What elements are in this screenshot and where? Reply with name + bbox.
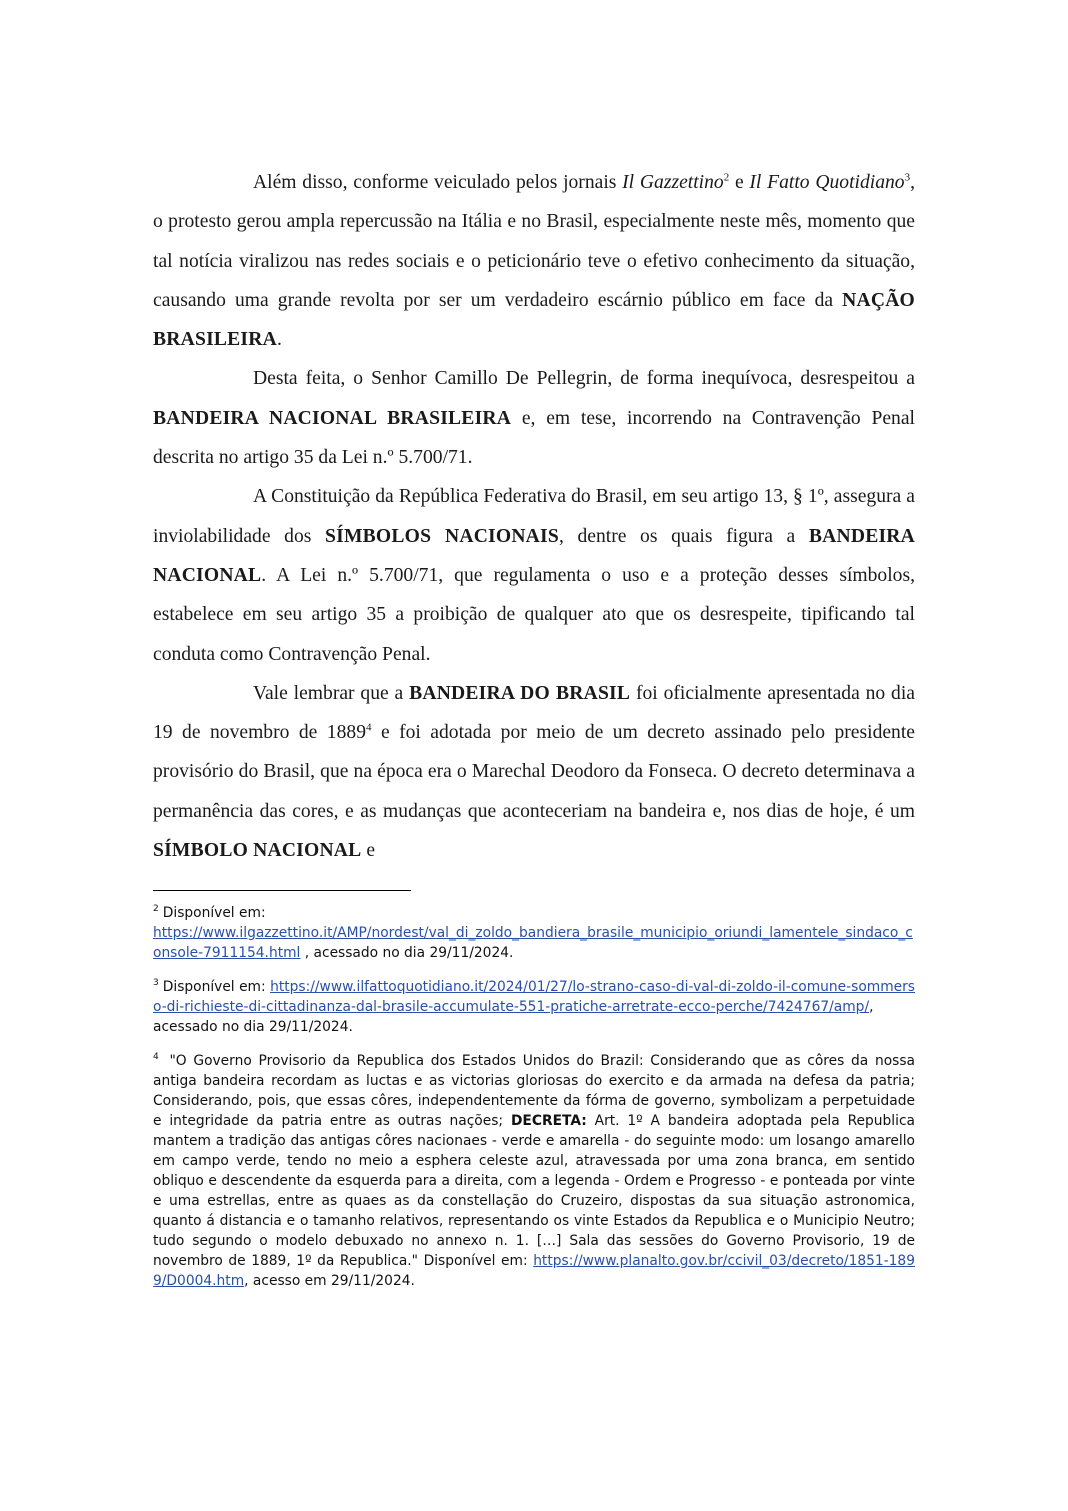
p4-text-4: e [361, 840, 376, 862]
p1-text-2: e [729, 172, 750, 193]
footnote-number: 3 [153, 978, 159, 989]
p1-newspaper-fatto: Il Fatto Quotidiano [749, 172, 905, 193]
paragraph-1 [153, 163, 915, 359]
paragraph-2 [153, 359, 915, 477]
p3-text-2: , dentre os quais figura a [558, 525, 809, 547]
p4-bold-1: BANDEIRA DO BRASIL [409, 682, 631, 704]
p1-newspaper-gazzettino: Il Gazzettino [622, 172, 724, 193]
p3-bold-1: SÍMBOLOS NACIONAIS [325, 525, 559, 547]
footnote-prefix: Disponível em: [162, 979, 271, 995]
footnote-suffix: , acessado no dia 29/11/2024. [300, 945, 514, 961]
p3-text-3: . A Lei n.º 5.700/71, que regulamenta o uso e a proteção desses símbolos, estabelece em seu artigo 35 a proibição de qualquer ato que os desrespeite, tipificando tal conduta como Contravenção Penal. [153, 564, 915, 665]
footnote-text-1: "O Governo Provisorio da Republica dos Estados Unidos do Brazil: Considerando que as côres da nossa antiga bandeira recordam as luctas e as victorias gloriosas do exercito e da armada na defesa da patria; Considerando, pois, que essas côres, independentemente da fórma de governo, symbolizam a perpetuidade e integridade da patria entre as outras nações; [153, 1053, 915, 1129]
footnote-link[interactable]: https://www.ilfattoquotidiano.it/2024/01/27/lo-strano-caso-di-val-di-zoldo-il-comune-sommerso-di-richieste-di-cittadinanza-dal-brasile-accumulate-551-pratiche-arretrate-ecco-perche/7424767/amp/ [153, 979, 915, 1015]
footnote-2 [153, 903, 915, 963]
paragraph-4 [153, 674, 915, 870]
p1-bold-1: NAÇÃO BRASILEIRA [153, 289, 915, 351]
p1-text-3: , o protesto gerou ampla repercussão na Itália e no Brasil, especialmente neste mês, momento que tal notícia viralizou nas redes sociais e o peticionário teve o efetivo conhecimento da situação, causando uma grande revolta por ser um verdadeiro escárnio público em face da [153, 172, 915, 311]
p4-text-3: e foi adotada por meio de um decreto assinado pelo presidente provisório do Brasil, que na época era o Marechal Deodoro da Fonseca. O decreto determinava a permanência das cores, e as mudanças que aconteceriam na bandeira e, nos dias de hoje, é um [153, 722, 915, 822]
body-text [153, 163, 915, 870]
p4-text-2: foi oficialmente apresentada no dia 19 de novembro de 1889 [153, 682, 915, 744]
p4-text-1: Vale lembrar que a [253, 682, 410, 704]
paragraph-3 [153, 477, 915, 673]
footnotes [153, 903, 915, 1305]
footnote-ref-4[interactable]: 4 [366, 721, 372, 734]
footnote-separator [153, 890, 411, 891]
footnote-link[interactable]: https://www.ilgazzettino.it/AMP/nordest/val_di_zoldo_bandiera_brasile_municipio_oriundi_lamentele_sindaco_console-7911154.html [153, 925, 913, 961]
p3-bold-2: BANDEIRA NACIONAL [153, 525, 915, 586]
p2-bold-1: BANDEIRA NACIONAL BRASILEIRA [153, 407, 512, 429]
footnote-suffix: , acesso em 29/11/2024. [244, 1273, 415, 1289]
footnote-bold: DECRETA: [510, 1113, 587, 1129]
p2-text-2: e, em tese, incorrendo na Contravenção Penal descrita no artigo 35 da Lei n.º 5.700/71. [153, 407, 915, 469]
footnote-number: 2 [153, 904, 159, 915]
p1-text-4: . [276, 329, 282, 351]
footnote-suffix: , acessado no dia 29/11/2024. [153, 999, 874, 1035]
footnote-ref-3[interactable]: 3 [904, 171, 911, 184]
footnote-text-2: Art. 1º A bandeira adoptada pela Republica mantem a tradição das antigas côres nacionaes - verde e amarella - do seguinte modo: um losango amarello em campo verde, tendo no meio a esphera celeste azul, atravessada por uma zona branca, em sentido obliquo e descendente da esquerda para a direita, com a legenda - Ordem e Progresso - e ponteada por vinte e uma estrellas, entre as quaes as da constellação do Cruzeiro, dispostas da sua situação astronomica, quanto á distancia e o tamanho relativos, representando os vinte Estados da Republica e o Municipio Neutro; tudo segundo o modelo debuxado no annexo n. 1. […] Sala das sessões do Governo Provisorio, 19 de novembro de 1889, 1º da Republica." Disponível em: [153, 1113, 915, 1269]
p3-text-1: A Constituição da República Federativa do Brasil, em seu artigo 13, § 1º, assegura a inviolabilidade dos [153, 486, 915, 547]
footnote-prefix: Disponível em: [162, 905, 266, 921]
p1-text-1: Além disso, conforme veiculado pelos jornais [253, 172, 623, 193]
footnote-3 [153, 977, 915, 1037]
p4-bold-2: SÍMBOLO NACIONAL [153, 840, 362, 862]
p2-text-1: Desta feita, o Senhor Camillo De Pellegrin, de forma inequívoca, desrespeitou a [253, 368, 915, 390]
footnote-4 [153, 1051, 915, 1291]
footnote-number: 4 [153, 1052, 159, 1063]
footnote-ref-2[interactable]: 2 [723, 171, 730, 184]
footnote-link[interactable]: https://www.planalto.gov.br/ccivil_03/decreto/1851-1899/D0004.htm [153, 1253, 915, 1289]
